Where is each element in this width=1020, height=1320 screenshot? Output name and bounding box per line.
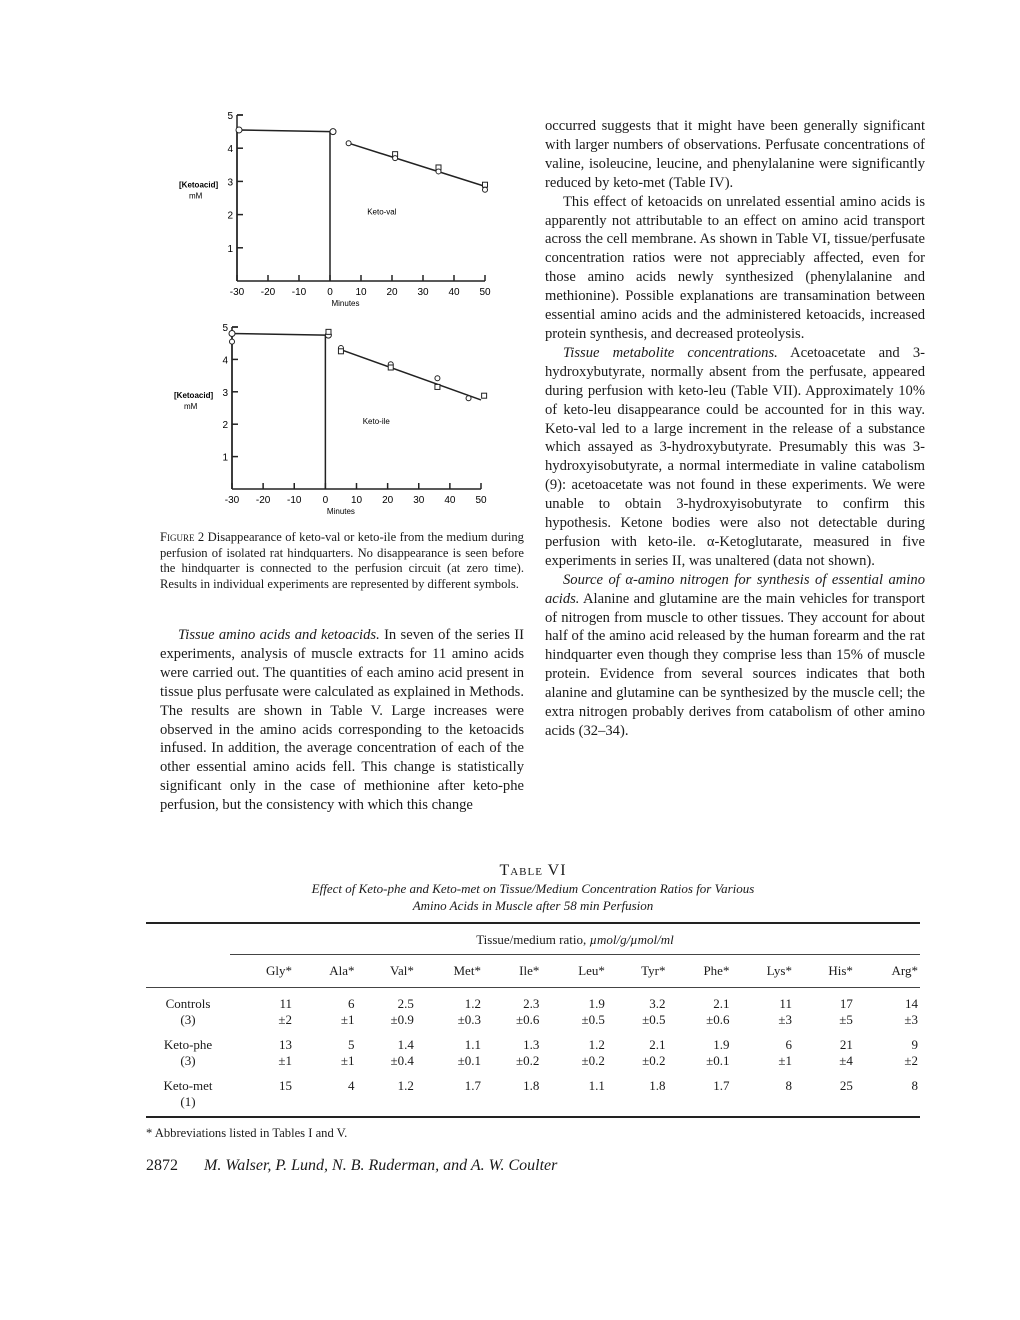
cell-sd [541,1094,607,1110]
series-label: Keto-ile [362,417,390,427]
cell-sd: ±1 [278,1053,292,1068]
cell-sd [483,1094,541,1110]
cell-value: 21 [839,1037,853,1052]
cell-sd: ±2 [278,1012,292,1027]
cell-value: 2.1 [649,1037,666,1052]
cell-sd: ±0.2 [642,1053,666,1068]
cell-sd [607,1094,668,1110]
cell-sd [356,1094,415,1110]
x-tick-label: 50 [475,495,487,506]
x-axis-label: Minutes [326,507,355,516]
table-subtitle: Amino Acids in Muscle after 58 min Perfusion [412,898,654,913]
y-tick-label: 1 [222,452,228,464]
caption-label: Figure 2 [160,530,205,544]
cell-sd [855,1094,920,1110]
page-footer [146,1157,557,1175]
y-tick-label: 4 [222,355,228,367]
cell-value: 1.2 [588,1037,605,1052]
cell-sd: ±0.2 [516,1053,540,1068]
paragraph: In seven of the series II experiments, analysis of muscle extracts for 11 amino acids were carried out. The quantities of each amino acid present in tissue plus perfusate were calculated as explained in Methods. The results are shown in Table V. Large increases were observed in the amino acids corresponding to the ketoacids infused. In addition, the average concentration of each of the other essential amino acids fell. This change is statistically significant only in the case of methionine after keto-phe perfusion, but the consistency with which this change [160,627,524,814]
cell-sd: ±0.9 [390,1012,414,1027]
data-point [229,330,235,336]
caption-text: Disappearance of keto-val or keto-ile from the medium during perfusion of isolated rat hindquarters. No disappearance is seen before the hindquarter is connected to the perfusion circuit (at zero time). Results in individual experiments are represented by different symbols. [160,530,524,591]
section-heading: Source of α-amino nitrogen for synthesis of essential amino acids. [545,571,925,607]
data-point [326,329,331,334]
cell-value: 1.1 [588,1078,605,1093]
cell-value: 15 [279,1078,292,1093]
data-point [436,169,441,174]
cell-value: 1.7 [464,1078,481,1093]
right-column [545,117,925,741]
data-point [330,129,336,135]
x-tick-label: 0 [322,495,329,506]
cell-sd: ±0.5 [642,1012,666,1027]
cell-value: 1.8 [523,1078,540,1093]
data-point [388,365,393,370]
row-label: Controls [165,996,211,1011]
row-n: (3) [180,1053,196,1068]
column-header: Ala* [294,955,356,988]
cell-sd [731,1094,794,1110]
cell-value: 1.1 [464,1037,481,1052]
x-tick-label: -10 [291,287,307,298]
cell-sd: ±0.1 [457,1053,481,1068]
cell-value: 5 [347,1037,355,1052]
spanner-header: Tissue/medium ratio, µmol/g/µmol/ml [476,932,674,947]
x-tick-label: 50 [479,287,491,298]
cell-value: 3.2 [649,996,666,1011]
y-tick-label: 2 [227,210,233,222]
cell-sd: ±0.3 [457,1012,481,1027]
left-column [160,626,524,815]
cell-value: 13 [279,1037,292,1052]
cell-value: 6 [785,1037,792,1052]
data-point [435,376,440,381]
cell-sd: ±2 [904,1053,918,1068]
cell-sd [416,1094,483,1110]
cell-value: 4 [347,1078,355,1093]
x-tick-label: -10 [287,495,302,506]
table-row [146,1078,920,1094]
cell-sd: ±1 [340,1053,355,1068]
column-header: Ile* [483,955,541,988]
cell-sd [794,1094,855,1110]
data-point [482,393,487,398]
x-tick-label: 20 [382,495,394,506]
y-tick-label: 2 [222,420,228,432]
table-subtitle: Effect of Keto-phe and Keto-met on Tissue/Medium Concentration Ratios for Various [311,881,755,896]
row-n: (1) [180,1094,196,1109]
y-tick-label: 1 [227,243,233,255]
y-tick-label: 5 [222,323,228,334]
data-point [230,339,235,344]
column-header: Phe* [667,955,731,988]
y-axis-label: [Ketoacid] [174,390,214,400]
cell-sd [667,1094,731,1110]
x-tick-label: 30 [417,287,429,298]
cell-sd: ±1 [778,1053,792,1068]
cell-value: 2.1 [713,996,730,1011]
cell-sd: ±0.1 [706,1053,730,1068]
y-axis-unit: mM [184,401,198,411]
table-row [146,1037,920,1053]
row-n: (3) [180,1012,196,1027]
cell-value: 1.9 [588,996,605,1011]
column-header: Leu* [541,955,607,988]
x-tick-label: 10 [355,287,367,298]
authors: M. Walser, P. Lund, N. B. Ruderman, and A. W. Coulter [204,1157,558,1174]
cell-sd: ±3 [904,1012,918,1027]
y-axis-label: [Ketoacid] [179,180,219,190]
figure-caption [160,530,524,592]
cell-value: 1.3 [523,1037,540,1052]
cell-sd: ±5 [839,1012,853,1027]
cell-sd: ±4 [839,1053,853,1068]
cell-value: 14 [905,996,918,1011]
x-tick-label: -20 [260,287,276,298]
column-header: Gly* [230,955,294,988]
table-row-sd [146,1094,920,1110]
x-tick-label: -20 [255,495,271,506]
cell-value: 1.2 [464,996,481,1011]
section-heading: Tissue metabolite concentrations. [563,344,778,361]
x-tick-label: -30 [224,495,240,506]
page-number: 2872 [146,1157,178,1174]
cell-value: 1.9 [713,1037,730,1052]
x-tick-label: 10 [350,495,363,506]
cell-value: 11 [779,996,792,1011]
cell-sd [294,1094,356,1110]
column-header: Lys* [731,955,794,988]
cell-sd: ±0.4 [390,1053,414,1068]
y-tick-label: 3 [227,177,233,189]
cell-value: 1.2 [397,1078,414,1093]
cell-value: 8 [911,1078,918,1093]
cell-value: 25 [839,1078,853,1093]
y-tick-label: 4 [227,144,233,156]
table-row [146,996,920,1012]
data-point [466,396,471,401]
column-header: His* [794,955,855,988]
data-point [393,156,398,161]
cell-value: 1.7 [713,1078,730,1093]
cell-value: 6 [347,996,355,1011]
column-header: Arg* [855,955,920,988]
table-row-sd [146,1012,920,1028]
paragraph: occurred suggests that it might have been generally significant with larger numbers of observations. Perfusate concentrations of valine, isoleucine, leucine, and phenylalanine were significantly reduced by keto-met (Table IV). [545,118,925,191]
cell-sd: ±1 [340,1012,355,1027]
trend-line [341,350,481,400]
x-tick-label: 40 [448,287,460,298]
y-tick-label: 3 [222,387,228,399]
x-tick-label: 20 [386,287,398,298]
trend-line [349,143,485,186]
cell-sd: ±0.2 [581,1053,605,1068]
paragraph: This effect of ketoacids on unrelated essential amino acids is apparently not attributable to an effect on amino acid transport across the cell membrane. As shown in Table VI, tissue/perfusate concentration ratios were not appreciably affected, even for those amino acids newly synthesized (phenylalanine and methionine). Possible explanations are transamination between essential amino acids and the administered ketoacids, increased protein synthesis, and decreased proteolysis. [545,193,925,342]
cell-value: 1.8 [649,1078,666,1093]
cell-sd: ±0.6 [706,1012,730,1027]
series-label: Keto-val [367,207,397,217]
table-vi [146,862,920,1118]
x-tick-label: 30 [413,495,425,506]
cell-sd: ±0.5 [581,1012,605,1027]
data-point [483,187,488,192]
data-point [483,182,488,187]
pre-infusion-line [232,333,325,489]
y-axis-unit: mM [189,191,203,201]
column-header: Met* [416,955,483,988]
table-row-sd [146,1053,920,1069]
paragraph: Acetoacetate and 3-hydroxybutyrate, normally absent from the perfusate, appeared during perfusion with keto-leu (Table VII). Approximately 10% of keto-leu disappearance could be accounted for in this way. Keto-val led to a large increment in the release of a substance which assayed as 3-hydroxybutyrate. Presumably this was 3-hydroxyisobutyrate, a normal intermediate in valine catabolism (9): acetoacetate was not found in these experiments. We were unable to obtain 3-hydroxyisobutyrate to confirm this hypothesis. Ketone bodies were also not detectable during perfusion with keto-ile. α-Ketoglutarate, measured in five experiments in series II, was unaltered (data not shown). [545,344,925,569]
x-tick-label: -30 [229,287,245,298]
cell-sd: ±3 [778,1012,792,1027]
paragraph: Alanine and glutamine are the main vehicles for transport of nitrogen from muscle to other tissues. They account for about half of the amino acid released by the human forearm and the rat hindquarter even though they comprise less than 15% of muscle protein. Evidence from several sources indicates that both alanine and glutamine can be synthesized by the muscle cell; the extra nitrogen probably derives from catabolism of other amino acids (32–34). [545,590,925,739]
section-heading: Tissue amino acids and ketoacids. [178,627,380,643]
table-title: Table VI [499,862,567,879]
cell-sd [230,1094,294,1110]
cell-value: 9 [911,1037,918,1052]
data-point [338,349,343,354]
cell-value: 2.5 [397,996,414,1011]
x-axis-label: Minutes [331,299,360,308]
cell-value: 2.3 [523,996,540,1011]
row-label: Keto-phe [163,1037,213,1052]
data-point [346,141,351,146]
data-point [236,127,242,133]
x-tick-label: 0 [327,287,333,298]
pre-infusion-line [237,130,330,281]
cell-value: 11 [279,996,292,1011]
row-label: Keto-met [163,1078,213,1093]
table-footnote: * Abbreviations listed in Tables I and V. [146,1126,348,1140]
column-header: Val* [356,955,415,988]
column-header: Tyr* [607,955,668,988]
y-tick-label: 5 [227,111,233,122]
x-tick-label: 40 [444,495,456,506]
data-table [146,922,920,1118]
data-point [435,384,440,389]
cell-value: 8 [785,1078,792,1093]
stub [146,923,230,955]
cell-sd: ±0.6 [516,1012,540,1027]
cell-value: 1.4 [397,1037,414,1052]
cell-value: 17 [839,996,853,1011]
